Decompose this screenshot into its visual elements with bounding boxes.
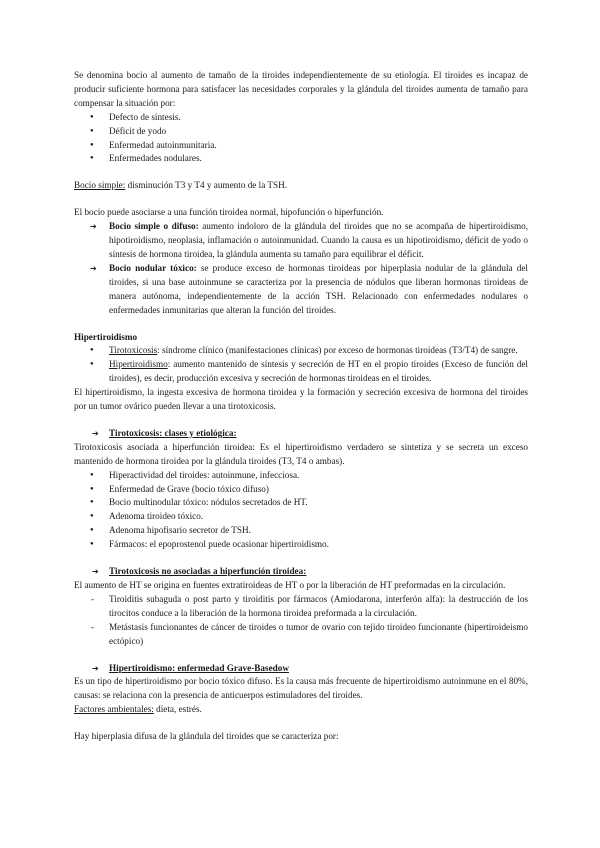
bocio-type-text: aumento indoloro de la glándula del tiroides que no se acompaña de hipertiroidismo, hipotiroidismo, neoplasia, inflamación o autoinmunidad. Cuando la causa es un hipotiroidismo, déficit de yodo o síntesis de hormona tiroidea, la glándula aumenta su tamaño para equilibrar el déficit.	[109, 221, 528, 259]
bocio-type-term: Bocio nodular tóxico:	[109, 262, 197, 273]
list-item	[74, 593, 528, 621]
document-page	[74, 69, 528, 744]
factores-line	[74, 703, 528, 717]
no-asociadas-heading	[74, 565, 528, 579]
list-item: ● Defecto de síntesis.	[74, 111, 528, 125]
arrow-right-icon: ➔	[90, 222, 97, 232]
list-item	[74, 621, 528, 649]
list-item	[74, 220, 528, 262]
list-item: ● Enfermedad autoinmunitaria.	[74, 139, 528, 153]
list-item: ● Fármacos: el epoprostenol puede ocasionar hipertiroidismo.	[74, 538, 528, 552]
bocio-simple-text: disminución T3 y T4 y aumento de la TSH.	[125, 180, 288, 191]
no-asociadas-heading-text: Tirotoxicosis no asociadas a hiperfunción tiroidea:	[109, 566, 307, 577]
bocio-type-text: se produce exceso de hormonas tiroideas por hiperplasia nodular de la glándula del tiroides, si una base autoinmune se caracteriza por la presencia de nódulos que liberan hormonas tiroideas de manera autónoma, independientemente de la acción TSH. Relacionado con enfermedades nodulares o enfermedades inmunitarias que alteran la función del tiroides.	[109, 262, 528, 315]
intro-paragraph: Se denomina bocio al aumento de tamaño de la tiroides independientemente de su etiología. El tiroides es incapaz de producir suficiente hormona para satisfacer las necesidades corporales y la glándula del tiroides aumenta de tamaño para compensar la situación por:	[74, 70, 528, 108]
grave-heading	[74, 662, 528, 676]
dash-bullet-icon: -	[91, 621, 95, 632]
closing-paragraph: Hay hiperplasia difusa de la glándula del tiroides que se caracteriza por:	[74, 731, 339, 742]
list-item: ● Adenoma tiroideo tóxico.	[74, 510, 528, 524]
grave-text: Es un tipo de hipertiroidismo por bocio tóxico difuso. Es la causa más frecuente de hipertiroidismo autoinmune en el 80%, causas: se relaciona con la presencia de anticuerpos estimuladores del tiroides.	[74, 676, 528, 701]
list-item	[74, 262, 528, 318]
definition-term: Hipertiroidismo	[109, 359, 168, 370]
section-title-hipertiroidismo: Hipertiroidismo	[74, 331, 138, 342]
no-asociadas-list	[74, 593, 528, 649]
list-item	[74, 358, 528, 386]
list-item-text: Tiroiditis subaguda o post parto y tiroiditis por fármacos (Amiodarona, interferón alfa): la destrucción de los tirocitos conduce a la liberación de la hormona tiroidea preformada a la circulación.	[109, 593, 528, 618]
list-item-text: Metástasis funcionantes de cáncer de tiroides o tumor de ovario con tejido tiroideo funcionante (hipertiroideismo ectópico)	[109, 621, 528, 646]
clases-heading-text: Tirotoxicosis: clases y etiológica:	[109, 427, 237, 438]
arrow-right-icon: ➔	[92, 567, 99, 577]
grave-heading-text: Hipertiroidismo: enfermedad Grave-Basedow	[109, 662, 289, 673]
list-item: ● Enfermedades nodulares.	[74, 152, 528, 166]
arrow-right-icon: ➔	[92, 428, 99, 438]
dash-bullet-icon: -	[91, 593, 95, 604]
hipertiroidismo-definitions	[74, 344, 528, 386]
list-item: ● Adenoma hipofisario secretor de TSH.	[74, 524, 528, 538]
bocio-type-term: Bocio simple o difuso:	[109, 221, 199, 232]
clases-list	[74, 469, 528, 552]
definition-text: : síndrome clínico (manifestaciones clínicas) por exceso de hormonas tiroideas (T3/T4) de sangre.	[157, 345, 518, 356]
definition-term: Tirotoxicosis	[109, 345, 158, 356]
bocio-intro: El bocio puede asociarse a una función tiroidea normal, hipofunción o hiperfunción.	[74, 207, 384, 218]
arrow-right-icon: ➔	[90, 263, 97, 273]
bocio-simple-label: Bocio simple:	[74, 180, 126, 191]
bocio-causes-list	[74, 111, 528, 167]
list-item: ● Déficit de yodo	[74, 125, 528, 139]
definition-text: : aumento mantenido de síntesis y secreción de HT en el propio tiroides (Exceso de función del tiroides), es decir, producción excesiva y secreción de hormonas tiroideas en el tiroides.	[109, 359, 528, 384]
factores-text: dieta, estrés.	[153, 704, 202, 715]
bocio-types-list	[74, 220, 528, 317]
factores-label: Factores ambientales:	[74, 704, 154, 715]
no-asociadas-intro: El aumento de HT se origina en fuentes extratiroideas de HT o por la liberación de HT preformadas en la circulación.	[74, 580, 506, 590]
bocio-simple-line	[74, 179, 528, 193]
arrow-right-icon: ➔	[92, 663, 99, 673]
list-item: ● Bocio multinodular tóxico: nódulos secretados de HT.	[74, 496, 528, 510]
list-item: ● Hiperactividad del tiroides: autoinmune, infecciosa.	[74, 469, 528, 483]
hipertiroidismo-summary: El hipertiroidismo, la ingesta excesiva de hormona tiroidea y la formación y secreción excesiva de hormona del tiroides por un tumor ovárico pueden llevar a una tirotoxicosis.	[74, 387, 528, 412]
clases-heading	[74, 427, 528, 441]
clases-intro: Tirotoxicosis asociada a hiperfunción tiroidea: Es el hipertiroidismo verdadero se sintetiza y se secreta un exceso mantenido de hormona tiroidea por la glándula tiroides (T3, T4 o ambas).	[74, 441, 528, 466]
list-item	[74, 344, 528, 358]
list-item: ● Enfermedad de Grave (bocio tóxico difuso)	[74, 483, 528, 497]
